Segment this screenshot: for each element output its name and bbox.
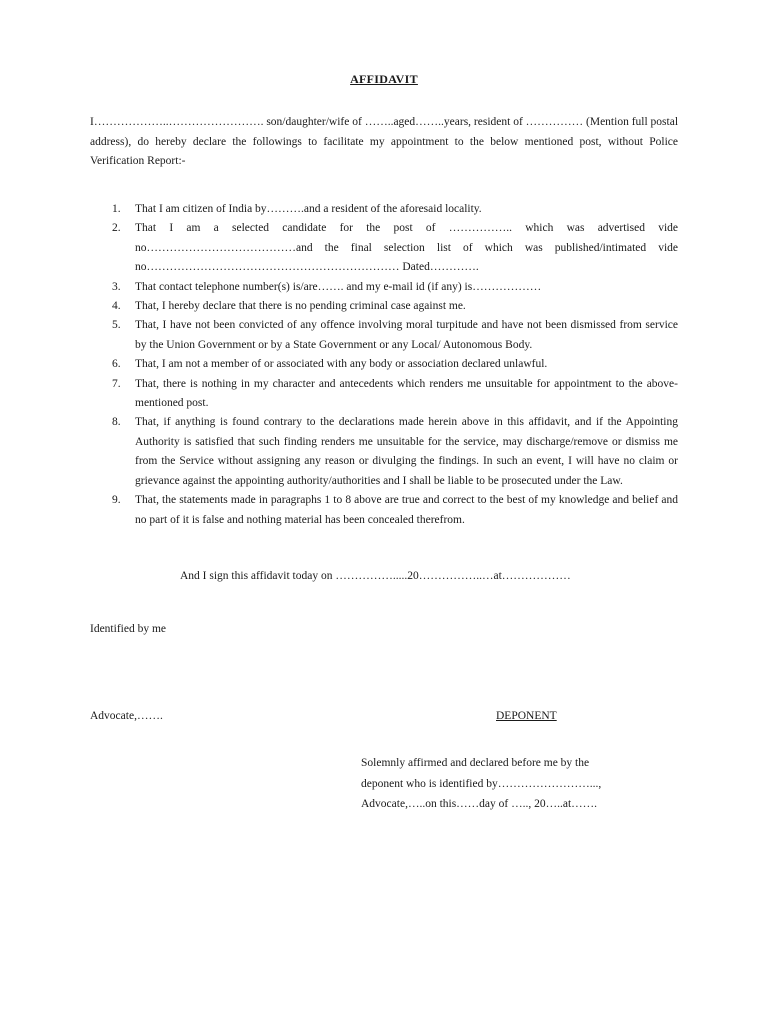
affirmation-block	[361, 753, 661, 815]
list-item	[90, 297, 678, 316]
item-number: 7.	[112, 377, 121, 390]
list-item	[90, 375, 678, 414]
item-number: 3.	[112, 280, 121, 293]
list-item	[90, 200, 678, 219]
identified-by-label: Identified by me	[90, 623, 167, 635]
list-item	[90, 278, 678, 297]
item-number: 5.	[112, 319, 121, 332]
signing-date-line: And I sign this affidavit today on …………….....20……………..…at………………	[180, 570, 571, 582]
item-number: 2.	[112, 222, 121, 235]
list-item	[90, 491, 678, 530]
list-item	[90, 316, 678, 355]
advocate-label: Advocate,…….	[90, 710, 163, 722]
item-number: 1.	[112, 203, 121, 215]
item-number: 8.	[112, 416, 121, 429]
item-text: That contact telephone number(s) is/are……. and my e-mail id (if any) is………………	[135, 280, 542, 293]
list-item	[90, 219, 678, 277]
document-title: AFFIDAVIT	[350, 72, 418, 86]
declaration-list	[90, 200, 678, 530]
intro-paragraph: I………………..……………………. son/daughter/wife of ……..aged……..years, resident of …………… (Mention full postal address), do hereby declare the followings to facilitate my appointment to the below mentioned post, without Police Verification Report:-	[90, 116, 679, 167]
item-text: That, I hereby declare that there is no pending criminal case against me.	[135, 300, 466, 313]
affirmation-line: deponent who is identified by……………………...,	[361, 777, 602, 790]
deponent-label: DEPONENT	[496, 710, 557, 722]
item-text: That, I am not a member of or associated with any body or association declared unlawful.	[135, 358, 548, 371]
list-item	[90, 413, 678, 491]
item-text: That I am citizen of India by……….and a resident of the aforesaid locality.	[135, 203, 482, 215]
affirmation-line: Solemnly affirmed and declared before me by the	[361, 757, 590, 769]
item-text: That I am a selected candidate for the post of …………….. which was advertised vide no…………………………………and the final selection list of which was published/intimated vide no………………………………………………………… Dated………….	[135, 222, 678, 274]
item-text: That, there is nothing in my character and antecedents which renders me unsuitable for appointment to the above-mentioned post.	[135, 377, 678, 410]
affirmation-line: Advocate,…..on this……day of ….., 20…..at…….	[361, 798, 598, 810]
item-number: 6.	[112, 358, 121, 371]
item-text: That, I have not been convicted of any offence involving moral turpitude and have not been dismissed from service by the Union Government or by a State Government or any Local/ Autonomous Body.	[135, 319, 678, 351]
list-item	[90, 355, 678, 374]
item-number: 4.	[112, 300, 121, 313]
item-number: 9.	[112, 494, 121, 507]
item-text: That, if anything is found contrary to the declarations made herein above in this affidavit, and if the Appointing Authority is satisfied that such finding renders me unsuitable for the service, may discharge/remove or dismiss me from the Service without assigning any reason or divulging the findings. In such an event, I will have no claim or grievance against the appointing authority/authorities and I shall be liable to be prosecuted under the Law.	[135, 416, 678, 487]
item-text: That, the statements made in paragraphs 1 to 8 above are true and correct to the best of my knowledge and belief and no part of it is false and nothing material has been concealed therefrom.	[135, 494, 678, 526]
